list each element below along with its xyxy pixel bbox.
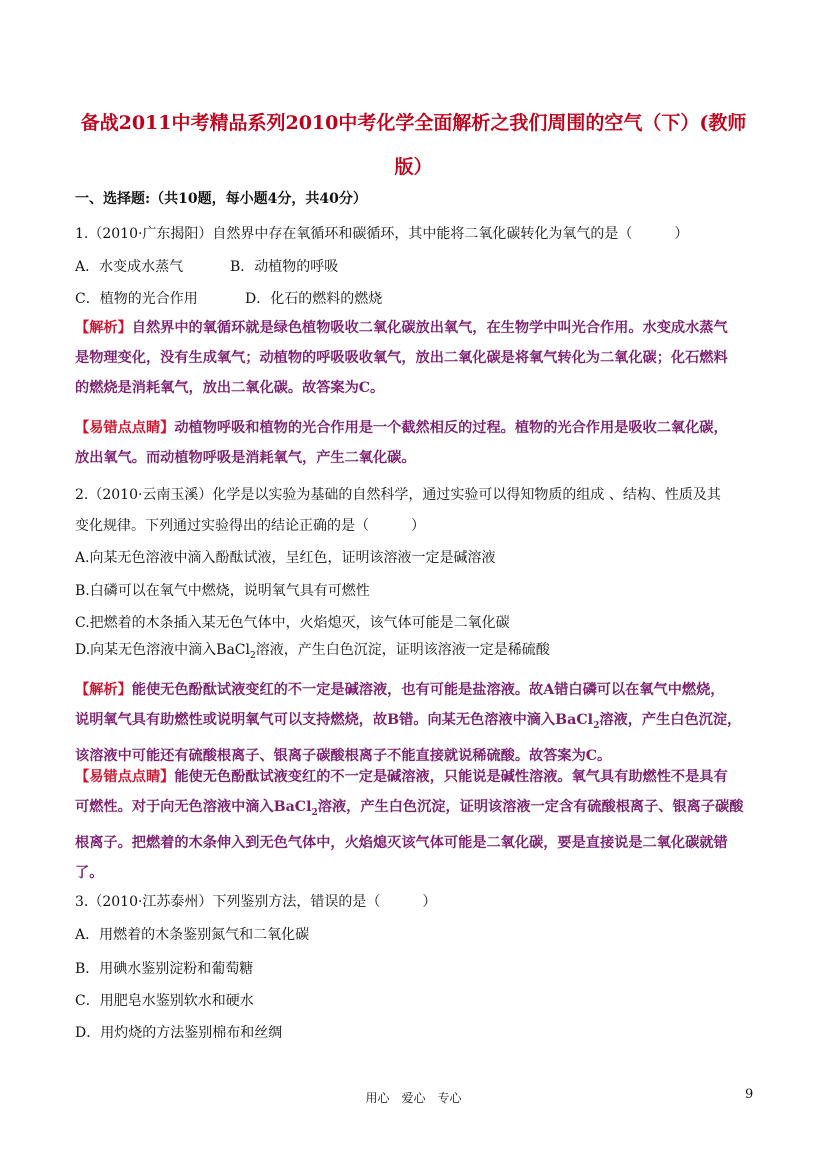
q1-tip-line-1: 动植物呼吸和植物的光合作用是一个截然相反的过程。植物的光合作用是吸收二氧化碳，	[174, 420, 728, 436]
q2-analysis-line-3: 该溶液中可能还有硫酸根离子、银离子碳酸根离子不能直接就说稀硫酸。故答案为C。	[75, 747, 612, 764]
q1-options-row-1	[75, 256, 765, 276]
q1-analysis-tag: 【解析】	[75, 320, 132, 336]
q3-stem: 3.（2010·江苏泰州）下列鉴别方法，错误的是（ ）	[75, 894, 437, 910]
q2-tip-line-4: 了。	[75, 864, 104, 881]
q3-option-d: D．用灼烧的方法鉴别棉布和丝绸	[75, 1025, 283, 1041]
q2-analysis-line-1: 能使无色酚酞试液变红的不一定是碱溶液，也有可能是盐溶液。故A错白磷可以在氧气中燃烧，	[131, 682, 725, 698]
q2-tip	[75, 762, 765, 888]
q2-analysis-line-2-sub: 2	[593, 720, 600, 731]
q2-option-d	[75, 639, 765, 661]
q1-stem: 1.（2010·广东揭阳）自然界中存在氧循环和碳循环，其中能将二氧化碳转化为氧气的是（ ）	[75, 226, 689, 242]
q2-stem-line-2: 变化规律。下列通过实验得出的结论正确的是（ ）	[75, 518, 425, 534]
q1-option-d: D．化石的燃料的燃烧	[245, 291, 383, 307]
q1-analysis-line-1: 自然界中的氧循环就是绿色植物吸收二氧化碳放出氧气，在生物学中叫光合作用。水变成水蒸气	[131, 320, 728, 336]
q2-stem-line-1: 2.（2010·云南玉溪）化学是以实验为基础的自然科学，通过实验可以得知物质的组成 、结构、性质及其	[75, 487, 721, 503]
q3-option-a: A．用燃着的木条鉴别氮气和二氧化碳	[75, 927, 310, 943]
q1-analysis	[75, 313, 765, 403]
q2-analysis-line-2-post: 溶液，产生白色沉淀，	[599, 712, 742, 728]
q2-option-d-sub: 2	[250, 650, 256, 661]
page-footer: 用心 爱心 专心	[365, 1091, 462, 1105]
q2-option-c: C.把燃着的木条插入某无色气体中，火焰熄灭，该气体可能是二氧化碳	[75, 615, 510, 631]
document-title	[60, 101, 767, 189]
q1-tip-tag: 【易错点点睛】	[75, 420, 175, 436]
q1-options-row-2	[75, 288, 765, 308]
title-line-1: 备战2011中考精品系列2010中考化学全面解析之我们周围的空气（下）(教师	[80, 112, 747, 134]
q3-option-b: B．用碘水鉴别淀粉和葡萄糖	[75, 961, 254, 977]
section-header: 一、选择题:（共10题，每小题4分，共40分）	[75, 191, 367, 207]
q1-option-b: B．动植物的呼吸	[230, 259, 339, 275]
q1-tip	[75, 413, 765, 473]
q1-analysis-line-2: 是物理变化，没有生成氧气；动植物的呼吸吸收氧气，放出二氧化碳是将氧气转化为二氧化碳；化石燃料	[75, 350, 728, 366]
q2-option-d-pre: D.向某无色溶液中滴入BaCl	[75, 642, 250, 658]
q1-tip-line-2: 放出氧气。而动植物呼吸是消耗氧气，产生二氧化碳。	[75, 450, 416, 466]
q1-option-c: C．植物的光合作用	[75, 291, 198, 307]
q2-analysis	[75, 675, 765, 771]
q2-option-a: A.向某无色溶液中滴入酚酞试液，呈红色，证明该溶液一定是碱溶液	[75, 550, 496, 566]
q2-option-b: B.白磷可以在氧气中燃烧，说明氧气具有可燃性	[75, 583, 370, 599]
q2-analysis-line-2-pre: 说明氧气具有助燃性或说明氧气可以支持燃烧，故B错。向某无色溶液中滴入BaCl	[75, 712, 594, 728]
q3-option-c: C．用肥皂水鉴别软水和硬水	[75, 993, 254, 1009]
q2-tip-tag: 【易错点点睛】	[75, 769, 175, 785]
q2-tip-line-2-post: 溶液，产生白色沉淀，证明该溶液一定含有硫酸根离子、银离子碳酸	[317, 799, 744, 815]
page-number: 9	[745, 1087, 754, 1102]
q2-tip-line-2-pre: 可燃性。对于向无色溶液中滴入BaCl	[75, 799, 312, 815]
q1-option-a: A．水变成水蒸气	[75, 259, 184, 275]
q1-analysis-line-3: 的燃烧是消耗氧气，放出二氧化碳。故答案为C。	[75, 380, 385, 396]
q2-analysis-tag: 【解析】	[75, 682, 132, 698]
q2-tip-line-2-sub: 2	[311, 807, 318, 818]
q2-option-d-post: 溶液，产生白色沉淀，证明该溶液一定是稀硫酸	[255, 642, 550, 658]
q2-tip-line-3: 根离子。把燃着的木条伸入到无色气体中，火焰熄灭该气体可能是二氧化碳，要是直接说是二氧化碳就错	[75, 834, 728, 851]
title-line-2: 版）	[394, 156, 433, 178]
q2-tip-line-1: 能使无色酚酞试液变红的不一定是碱溶液，只能说是碱性溶液。氧气具有助燃性不是具有	[174, 769, 728, 785]
